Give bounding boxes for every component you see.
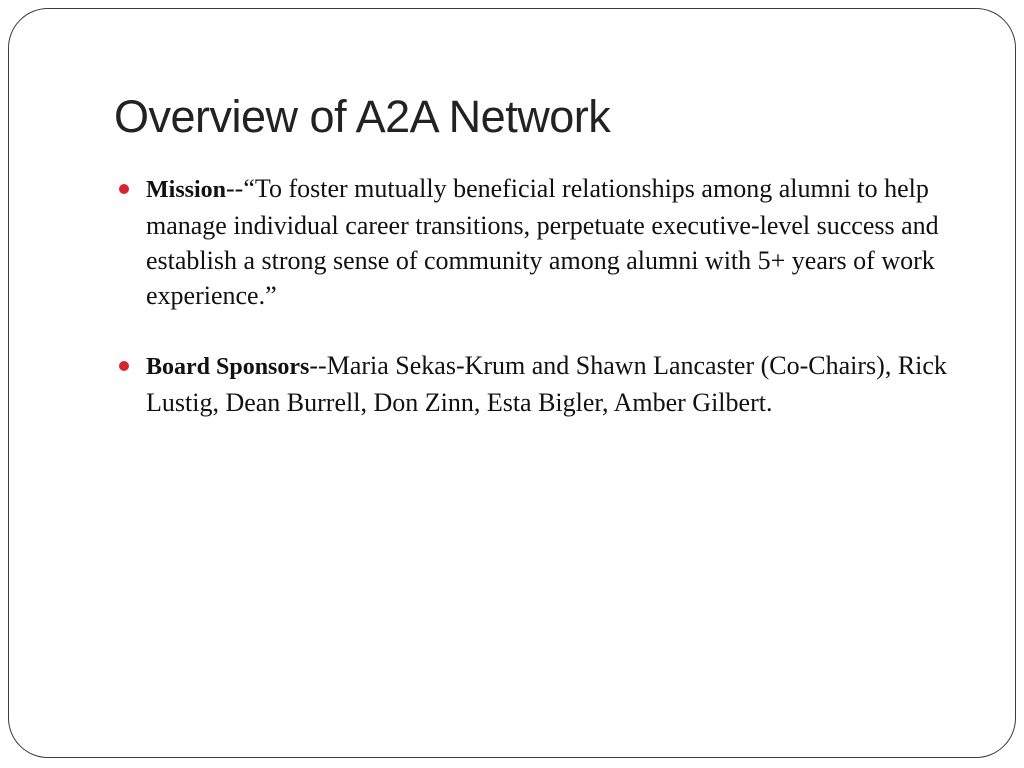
bullet-text-mission: --“To foster mutually beneficial relationships among alumni to help manage individual career transitions, perpetuate executive-level success and establish a strong sense of community among alumni with 5+ years of work experience.” [146,174,939,310]
slide-title: Overview of A2A Network [114,91,611,142]
bullet-lead-board-sponsors: Board Sponsors [146,354,310,380]
slide-frame [8,8,1016,758]
bullet-text-board-sponsors: --Maria Sekas-Krum and Shawn Lancaster (Co-Chairs), Rick Lustig, Dean Burrell, Don Zinn, Esta Bigler, Amber Gilbert. [146,351,947,417]
bullet-dot-icon [119,361,129,371]
bullet-lead-mission: Mission [146,177,227,203]
bullet-mission [146,171,966,313]
bullet-list [146,171,966,420]
bullet-dot-icon [119,184,129,194]
bullet-board-sponsors [146,348,966,420]
